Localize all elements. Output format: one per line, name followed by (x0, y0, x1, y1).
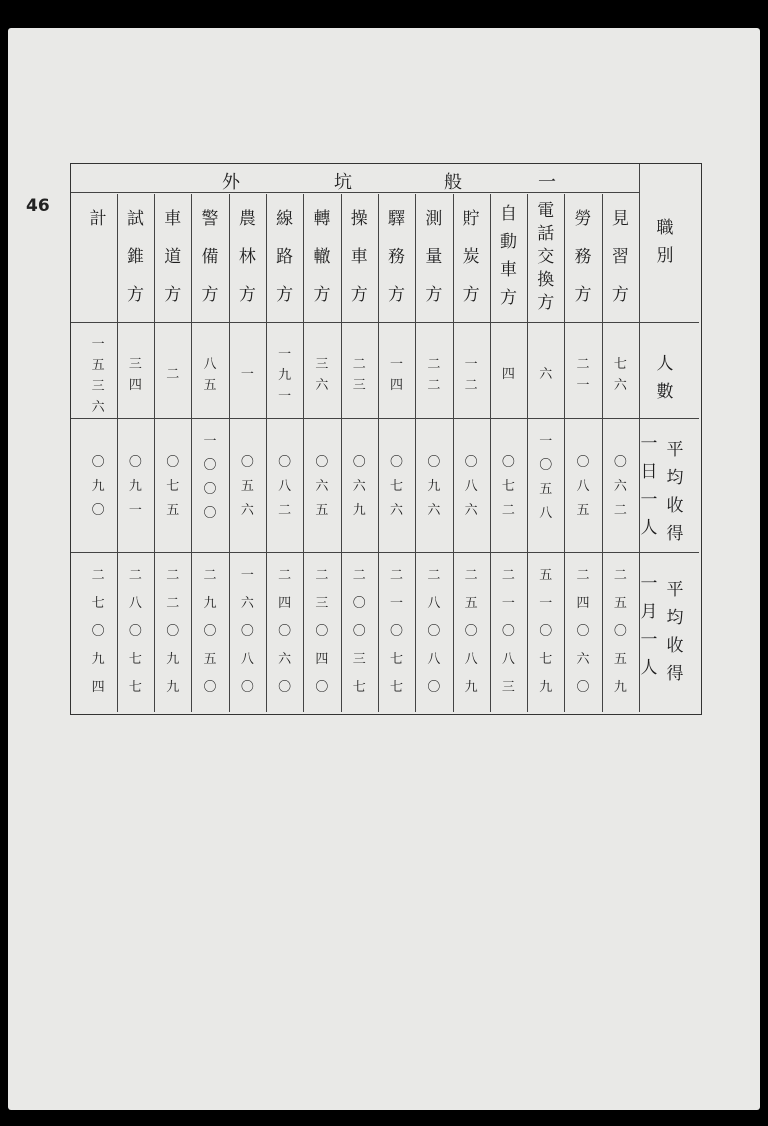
daily-label-line2: 平均收得 (666, 440, 684, 544)
occupation-name: 見習方 (611, 209, 629, 305)
group-header-char: 坑 (334, 172, 352, 193)
group-header-char: 般 (444, 172, 462, 193)
monthly-wage-value: 二九〇五〇 (203, 568, 217, 695)
occupation-name: 車道方 (164, 209, 182, 305)
column-divider (490, 194, 491, 712)
page-number: 46 (26, 196, 50, 216)
occupation-name: 電話交換方 (537, 201, 555, 313)
headcount-value: 三四 (128, 357, 142, 393)
occupation-name: 試錐方 (126, 209, 144, 305)
occupation-name: 自動車方 (499, 204, 517, 308)
monthly-wage-value: 二四〇六〇 (278, 568, 292, 695)
column-divider (378, 194, 379, 712)
column-divider (117, 194, 118, 712)
monthly-wage-value: 二七〇九四 (91, 568, 105, 695)
occupation-name: 農林方 (238, 209, 256, 305)
headcount-value: 一 (240, 367, 254, 382)
headcount-value: 二一 (576, 357, 590, 393)
daily-wage-value: 〇九〇 (91, 455, 105, 518)
daily-wage-value: 〇七二 (501, 455, 515, 518)
headcount-value: 一九一 (278, 347, 292, 404)
column-divider (266, 194, 267, 712)
daily-wage-value: 〇七六 (390, 455, 404, 518)
daily-wage-value: 〇八五 (576, 455, 590, 518)
column-divider (229, 194, 230, 712)
monthly-wage-value: 二八〇八〇 (427, 568, 441, 695)
daily-wage-value: 〇六九 (352, 455, 366, 518)
column-divider (154, 194, 155, 712)
occupation-name: 轉轍方 (313, 209, 331, 305)
count-label: 人數 (656, 354, 674, 402)
daily-label-line1: 一日一人 (640, 434, 658, 538)
column-divider (602, 194, 603, 712)
column-divider (527, 194, 528, 712)
daily-wage-value: 一〇五八 (539, 434, 553, 521)
monthly-wage-value: 一六〇八〇 (240, 568, 254, 695)
monthly-wage-value: 二一〇八三 (501, 568, 515, 695)
headcount-value: 八五 (203, 357, 217, 393)
group-header-rule (71, 192, 639, 193)
row-divider (71, 418, 699, 419)
headcount-value: 二 (166, 367, 180, 382)
headcount-value: 六 (539, 367, 553, 382)
daily-wage-value: 〇九六 (427, 455, 441, 518)
monthly-wage-value: 五一〇七九 (539, 568, 553, 695)
monthly-wage-value: 二一〇七七 (390, 568, 404, 695)
daily-wage-value: 〇八六 (464, 455, 478, 518)
monthly-label-line1: 一月一人 (640, 574, 658, 678)
headcount-value: 一二 (464, 357, 478, 393)
monthly-wage-value: 二三〇四〇 (315, 568, 329, 695)
occupation-name: 測量方 (425, 209, 443, 305)
occupation-name: 警備方 (201, 209, 219, 305)
occupation-name: 勞務方 (574, 209, 592, 305)
group-header-char: 外 (222, 172, 240, 193)
column-divider (453, 194, 454, 712)
column-divider (303, 194, 304, 712)
headcount-value: 二三 (352, 357, 366, 393)
group-header-char: 一 (538, 172, 556, 193)
headcount-value: 三六 (315, 357, 329, 393)
headcount-value: 二二 (427, 357, 441, 393)
headcount-value: 一四 (390, 357, 404, 393)
daily-wage-value: 一〇〇〇 (203, 434, 217, 521)
row-divider (71, 322, 699, 323)
daily-wage-value: 〇八二 (278, 455, 292, 518)
monthly-wage-value: 二五〇五九 (613, 568, 627, 695)
column-divider (415, 194, 416, 712)
monthly-wage-value: 二二〇九九 (166, 568, 180, 695)
column-divider (564, 194, 565, 712)
daily-wage-value: 〇六二 (613, 455, 627, 518)
daily-wage-value: 〇七五 (166, 455, 180, 518)
occupation-label: 職別 (656, 218, 674, 266)
monthly-wage-value: 二五〇八九 (464, 568, 478, 695)
monthly-wage-value: 二〇〇三七 (352, 568, 366, 695)
column-divider (191, 194, 192, 712)
headcount-value: 四 (501, 367, 515, 382)
daily-wage-value: 〇五六 (240, 455, 254, 518)
occupation-name: 線路方 (276, 209, 294, 305)
row-divider (71, 552, 699, 553)
monthly-label-line2: 平均收得 (666, 580, 684, 684)
headcount-value: 一五三六 (91, 337, 105, 415)
occupation-name: 計 (89, 209, 107, 229)
headcount-value: 七六 (613, 357, 627, 393)
occupation-name: 操車方 (350, 209, 368, 305)
occupation-name: 驛務方 (388, 209, 406, 305)
daily-wage-value: 〇九一 (128, 455, 142, 518)
wage-table (70, 163, 702, 715)
occupation-name: 貯炭方 (462, 209, 480, 305)
monthly-wage-value: 二八〇七七 (128, 568, 142, 695)
daily-wage-value: 〇六五 (315, 455, 329, 518)
column-divider (341, 194, 342, 712)
corner-divider (639, 164, 640, 712)
monthly-wage-value: 二四〇六〇 (576, 568, 590, 695)
